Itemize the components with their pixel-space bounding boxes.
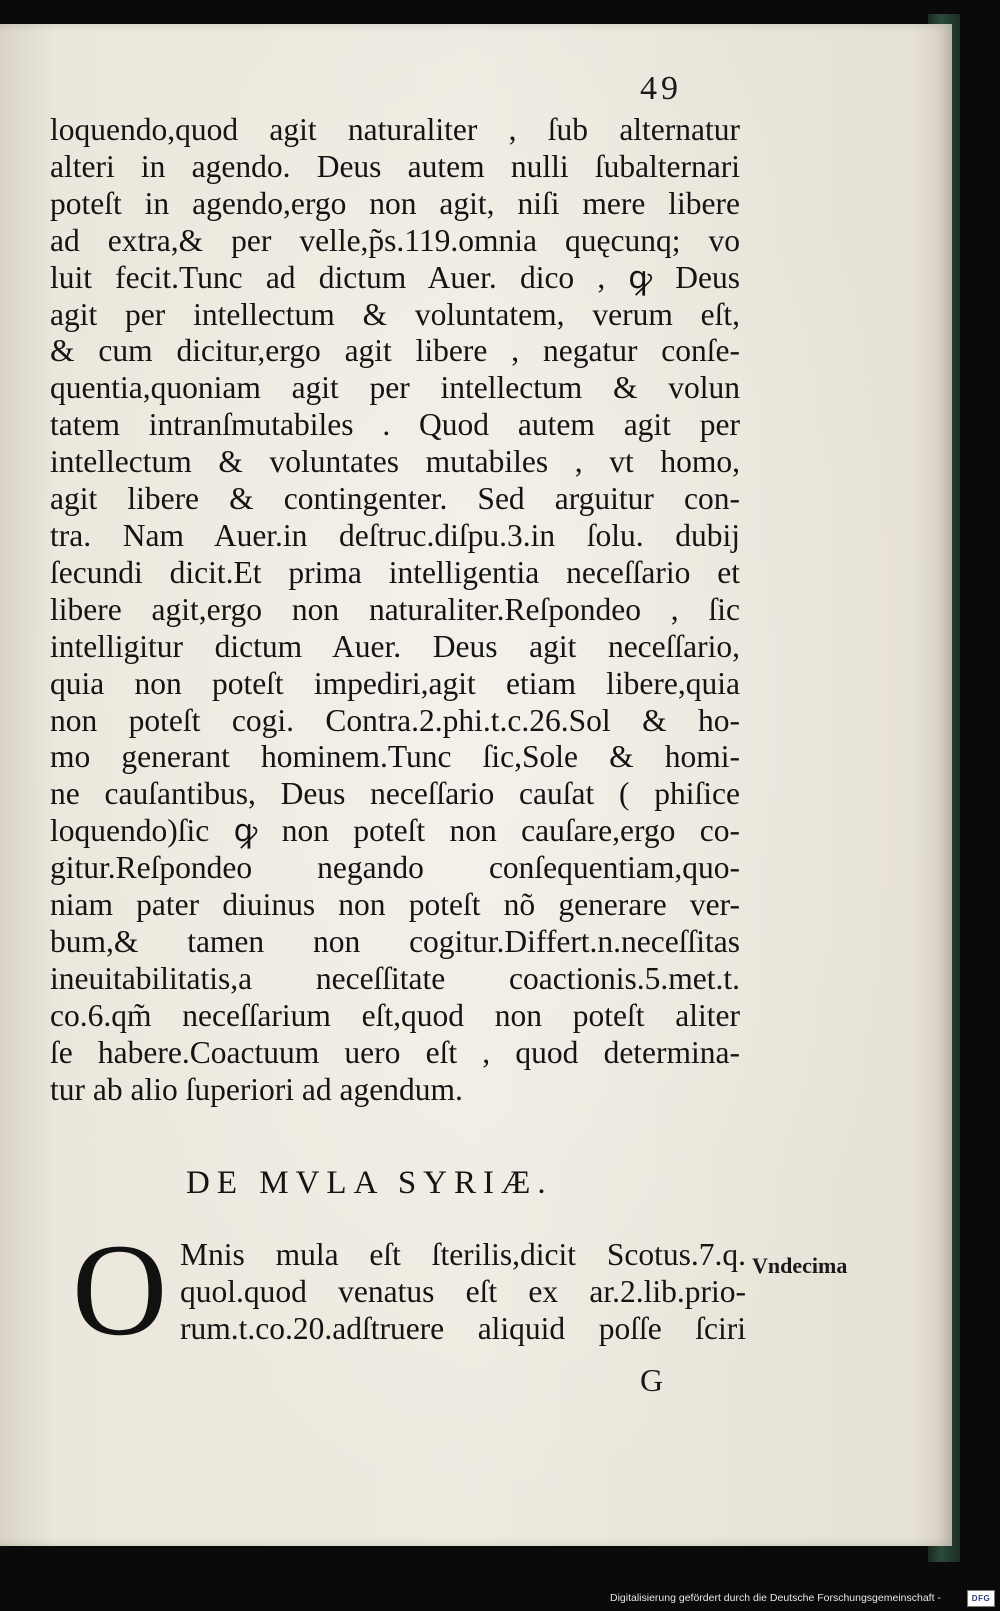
page-number: 49 bbox=[640, 70, 682, 107]
dfg-logo bbox=[967, 1590, 995, 1607]
second-paragraph-text bbox=[180, 1236, 746, 1347]
text-line: alteri in agendo. Deus autem nulli ſubalternari bbox=[50, 148, 740, 184]
section-heading: DE MVLA SYRIÆ. bbox=[186, 1165, 553, 1201]
text-line: niam pater diuinus non poteſt nõ generare ver- bbox=[50, 887, 740, 923]
text-line: intellectum & voluntates mutabiles , vt homo, bbox=[50, 444, 740, 480]
text-line: quia non poteſt impediri,agit etiam libere,quia bbox=[50, 665, 740, 701]
text-line: quol.quod venatus eſt ex ar.2.lib.prio- bbox=[180, 1274, 746, 1309]
dfg-logo-text: DFG bbox=[971, 1594, 991, 1603]
text-line: ineuitabilitatis,a neceſſitate coactionis.5.met.t. bbox=[50, 960, 740, 996]
text-line: non poteſt cogi. Contra.2.phi.t.c.26.Sol & ho- bbox=[50, 702, 740, 738]
text-line: & cum dicitur,ergo agit libere , negatur conſe- bbox=[50, 333, 740, 369]
text-line: bum,& tamen non cogitur.Differt.n.neceſſitas bbox=[50, 923, 740, 959]
text-line: ad extra,& per velle,p̃s.119.omnia quęcunq; vo bbox=[50, 222, 740, 258]
text-line: co.6.qm̃ neceſſarium eſt,quod non poteſt aliter bbox=[50, 997, 740, 1033]
text-line: tra. Nam Auer.in deſtruc.diſpu.3.in ſolu. dubij bbox=[50, 517, 740, 553]
second-paragraph bbox=[72, 1216, 746, 1366]
text-line: tur ab alio ſuperiori ad agendum. bbox=[50, 1071, 463, 1107]
text-line: luit fecit.Tunc ad dictum Auer. dico , ꝙ Deus bbox=[50, 259, 740, 295]
drop-cap-initial: O bbox=[72, 1216, 168, 1363]
text-line: quentia,quoniam agit per intellectum & volun bbox=[50, 370, 740, 406]
main-paragraph bbox=[50, 112, 740, 1108]
text-line: poteſt in agendo,ergo non agit, niſi mere libere bbox=[50, 185, 740, 221]
text-line: agit per intellectum & voluntatem, verum eſt, bbox=[50, 296, 740, 332]
digitization-credit: Digitalisierung gefördert durch die Deutsche Forschungsgemeinschaft - bbox=[610, 1592, 941, 1604]
text-line: intelligitur dictum Auer. Deus agit neceſſario, bbox=[50, 628, 740, 664]
text-line: tatem intranſmutabiles . Quod autem agit per bbox=[50, 407, 740, 443]
text-line: ſe habere.Coactuum uero eſt , quod determina- bbox=[50, 1034, 740, 1070]
text-line: Mnis mula eſt ſterilis,dicit Scotus.7.q. bbox=[180, 1237, 746, 1272]
signature-mark: G bbox=[640, 1362, 664, 1398]
text-line: rum.t.co.20.adſtruere aliquid poſſe ſciri bbox=[180, 1311, 746, 1346]
text-line: ne cauſantibus, Deus neceſſario cauſat ( phiſice bbox=[50, 776, 740, 812]
text-line: ſecundi dicit.Et prima intelligentia neceſſario et bbox=[50, 554, 740, 590]
text-line: gitur.Reſpondeo negando conſequentiam,quo- bbox=[50, 850, 740, 886]
text-line: loquendo)ſic ꝙ non poteſt non cauſare,ergo co- bbox=[50, 813, 740, 849]
text-line: mo generant hominem.Tunc ſic,Sole & homi- bbox=[50, 739, 740, 775]
text-line: agit libere & contingenter. Sed arguitur con- bbox=[50, 481, 740, 517]
text-line: loquendo,quod agit naturaliter , ſub alternatur bbox=[50, 112, 740, 147]
margin-note: Vndecima bbox=[752, 1253, 848, 1278]
text-line: libere agit,ergo non naturaliter.Reſpondeo , ſic bbox=[50, 591, 740, 627]
